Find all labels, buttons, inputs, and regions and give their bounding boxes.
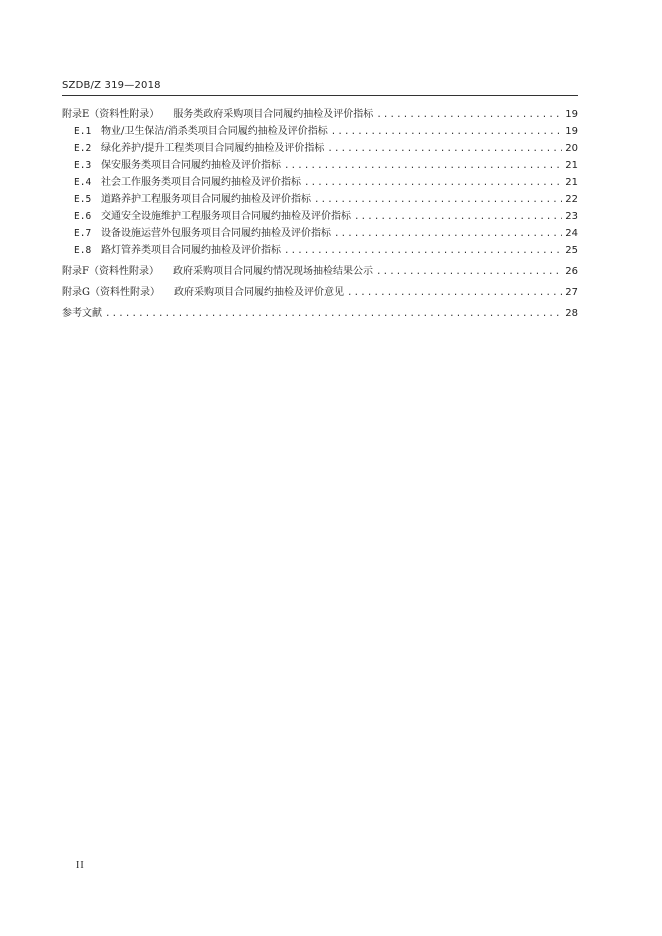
leader-dots [105, 306, 562, 323]
toc-entry-e1[interactable] [62, 123, 578, 140]
toc-entry-e6[interactable] [62, 208, 578, 225]
leader-dots [304, 175, 562, 192]
section-title: 交通安全设施维护工程服务项目合同履约抽检及评价指标 [101, 211, 351, 222]
leader-dots [284, 158, 562, 175]
page-number: 24 [565, 228, 578, 239]
appendix-code: 附录G（资料性附录） [62, 287, 160, 298]
leader-dots [284, 243, 562, 260]
page-number: 21 [565, 177, 578, 188]
leader-dots [347, 285, 562, 302]
toc-entry-label [62, 284, 344, 301]
page-number: 26 [565, 266, 578, 277]
page-number: 20 [565, 143, 578, 154]
toc-entry-e8[interactable] [62, 242, 578, 259]
header-rule [62, 95, 578, 96]
toc-entry-label [74, 123, 328, 140]
document-code: SZDB/Z 319—2018 [62, 80, 161, 91]
toc-entry-e7[interactable] [62, 225, 578, 242]
toc-entry-appendix-g[interactable] [62, 284, 578, 301]
leader-dots [376, 264, 562, 281]
leader-dots [354, 209, 562, 226]
toc-entry-e5[interactable] [62, 191, 578, 208]
toc-entry-label [74, 208, 351, 225]
toc-entry-label [74, 242, 281, 259]
section-code: E.1 [74, 126, 92, 137]
section-code: E.5 [74, 194, 92, 205]
page-number: 23 [565, 211, 578, 222]
page-number: 22 [565, 194, 578, 205]
toc-entry-e3[interactable] [62, 157, 578, 174]
toc-entry-e2[interactable] [62, 140, 578, 157]
section-title: 社会工作服务类项目合同履约抽检及评价指标 [101, 177, 301, 188]
toc-entry-label [74, 174, 301, 191]
toc-entry-label [62, 263, 373, 280]
toc-entry-e4[interactable] [62, 174, 578, 191]
section-title: 物业/卫生保洁/消杀类项目合同履约抽检及评价指标 [101, 126, 328, 137]
table-of-contents [62, 106, 578, 322]
section-title: 路灯管养类项目合同履约抽检及评价指标 [101, 245, 281, 256]
page-number: 25 [565, 245, 578, 256]
page-number: 27 [565, 287, 578, 298]
leader-dots [314, 192, 562, 209]
leader-dots [331, 124, 563, 141]
leader-dots [334, 226, 562, 243]
page-number: 21 [565, 160, 578, 171]
appendix-title: 服务类政府采购项目合同履约抽检及评价指标 [173, 109, 374, 120]
toc-entry-label [74, 157, 281, 174]
page-number: 19 [565, 109, 578, 120]
section-code: E.3 [74, 160, 92, 171]
section-code: E.7 [74, 228, 92, 239]
toc-entry-appendix-e[interactable] [62, 106, 578, 123]
section-title: 道路养护工程服务项目合同履约抽检及评价指标 [101, 194, 311, 205]
toc-entry-label: 参考文献 [62, 308, 102, 319]
appendix-code: 附录E（资料性附录） [62, 109, 160, 120]
footer-page-number: II [76, 860, 85, 871]
section-title: 保安服务类项目合同履约抽检及评价指标 [101, 160, 281, 171]
page-number: 19 [565, 126, 578, 137]
leader-dots [376, 107, 562, 124]
appendix-title: 政府采购项目合同履约情况现场抽检结果公示 [172, 266, 373, 277]
section-code: E.8 [74, 245, 92, 256]
page-number: 28 [565, 308, 578, 319]
section-title: 绿化养护/提升工程类项目合同履约抽检及评价指标 [101, 143, 325, 154]
toc-entry-label [74, 140, 324, 157]
section-code: E.4 [74, 177, 92, 188]
section-code: E.6 [74, 211, 92, 222]
toc-entry-label [62, 106, 373, 123]
toc-entry-references[interactable] [62, 305, 578, 322]
appendix-code: 附录F（资料性附录） [62, 266, 159, 277]
section-code: E.2 [74, 143, 92, 154]
section-title: 设备设施运营外包服务项目合同履约抽检及评价指标 [101, 228, 331, 239]
toc-entry-label [74, 191, 311, 208]
toc-entry-label [74, 225, 331, 242]
leader-dots [327, 141, 562, 158]
toc-entry-appendix-f[interactable] [62, 263, 578, 280]
appendix-title: 政府采购项目合同履约抽检及评价意见 [174, 287, 344, 298]
